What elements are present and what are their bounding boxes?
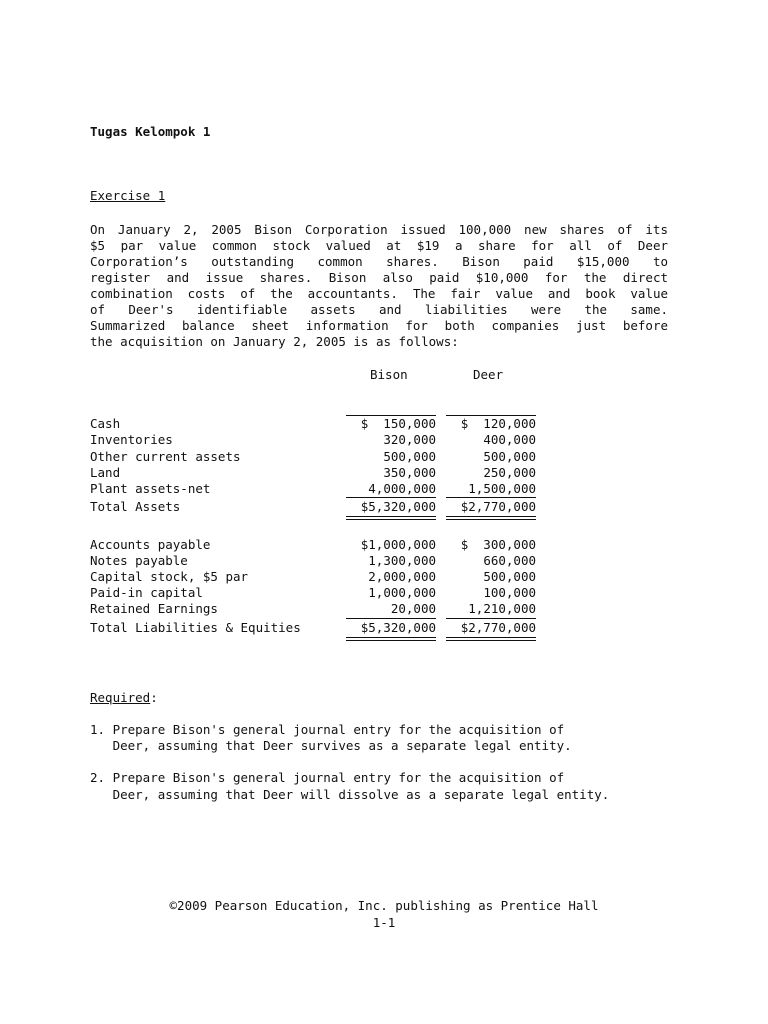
row-label: Retained Earnings: [90, 601, 218, 616]
bison-value: $1,000,000: [360, 537, 436, 552]
deer-value: $ 300,000: [460, 537, 536, 552]
intro-line: On January 2, 2005 Bison Corporation issued 100,000 new shares of its: [90, 222, 668, 237]
deer-value: $ 120,000: [460, 416, 536, 431]
deer-value: 500,000: [483, 569, 536, 584]
double-rule-bison: [346, 519, 436, 520]
bison-value: 500,000: [383, 449, 436, 464]
double-rule-deer: [446, 519, 536, 520]
intro-line: $5 par value common stock valued at $19 a share for all of Deer: [90, 238, 668, 253]
subtotal-rule-bison: [346, 497, 436, 498]
row-label: Other current assets: [90, 449, 241, 464]
exercise-heading: Exercise 1: [90, 188, 166, 203]
bison-value: 20,000: [390, 601, 436, 616]
double-rule-deer: [446, 640, 536, 641]
intro-line: combination costs of the accountants. The fair value and book value: [90, 286, 668, 301]
page-number: 1-1: [372, 915, 396, 930]
double-rule-bison: [346, 640, 436, 641]
required-item-2-line1: 2. Prepare Bison's general journal entry for the acquisition of: [90, 770, 565, 785]
column-header-bison: Bison: [370, 367, 408, 382]
required-colon: :: [150, 690, 158, 705]
double-rule-deer: [446, 516, 536, 517]
bison-value: $ 150,000: [360, 416, 436, 431]
required-item-1-line1: 1. Prepare Bison's general journal entry for the acquisition of: [90, 722, 565, 737]
bison-value: 320,000: [383, 432, 436, 447]
intro-line: Summarized balance sheet information for both companies just before: [90, 318, 668, 333]
subtotal-rule-bison: [346, 618, 436, 619]
double-rule-deer: [446, 637, 536, 638]
required-item-1-line2: Deer, assuming that Deer survives as a separate legal entity.: [90, 738, 572, 753]
subtotal-rule-deer: [446, 497, 536, 498]
intro-line: of Deer's identifiable assets and liabilities were the same.: [90, 302, 668, 317]
double-rule-bison: [346, 637, 436, 638]
column-header-deer: Deer: [473, 367, 504, 382]
bison-value: 2,000,000: [368, 569, 436, 584]
deer-value: 400,000: [483, 432, 536, 447]
row-label: Land: [90, 465, 121, 480]
row-label: Notes payable: [90, 553, 188, 568]
deer-value: 100,000: [483, 585, 536, 600]
row-label: Paid-in capital: [90, 585, 203, 600]
copyright-footer: ©2009 Pearson Education, Inc. publishing as Prentice Hall: [169, 898, 599, 913]
intro-line: Corporation’s outstanding common shares. Bison paid $15,000 to: [90, 254, 668, 269]
total-liabilities-label: Total Liabilities & Equities: [90, 620, 301, 635]
total-assets-deer: $2,770,000: [460, 499, 536, 514]
bison-value: 4,000,000: [368, 481, 436, 496]
required-heading: [90, 690, 158, 706]
subtotal-rule-deer: [446, 618, 536, 619]
deer-value: 660,000: [483, 553, 536, 568]
total-liabilities-bison: $5,320,000: [360, 620, 436, 635]
intro-paragraph: [90, 222, 668, 350]
deer-value: 250,000: [483, 465, 536, 480]
double-rule-bison: [346, 516, 436, 517]
deer-value: 1,210,000: [468, 601, 536, 616]
intro-line: the acquisition on January 2, 2005 is as follows:: [90, 334, 459, 349]
row-label: Inventories: [90, 432, 173, 447]
row-label: Cash: [90, 416, 121, 431]
deer-value: 500,000: [483, 449, 536, 464]
row-label: Plant assets-net: [90, 481, 211, 496]
bison-value: 1,000,000: [368, 585, 436, 600]
deer-value: 1,500,000: [468, 481, 536, 496]
total-liabilities-deer: $2,770,000: [460, 620, 536, 635]
required-label: Required: [90, 690, 151, 705]
total-assets-label: Total Assets: [90, 499, 181, 514]
row-label: Capital stock, $5 par: [90, 569, 249, 584]
bison-value: 1,300,000: [368, 553, 436, 568]
row-label: Accounts payable: [90, 537, 211, 552]
bison-value: 350,000: [383, 465, 436, 480]
total-assets-bison: $5,320,000: [360, 499, 436, 514]
intro-line: register and issue shares. Bison also paid $10,000 for the direct: [90, 270, 668, 285]
document-title: Tugas Kelompok 1: [90, 124, 211, 139]
required-item-2-line2: Deer, assuming that Deer will dissolve as a separate legal entity.: [90, 787, 610, 802]
